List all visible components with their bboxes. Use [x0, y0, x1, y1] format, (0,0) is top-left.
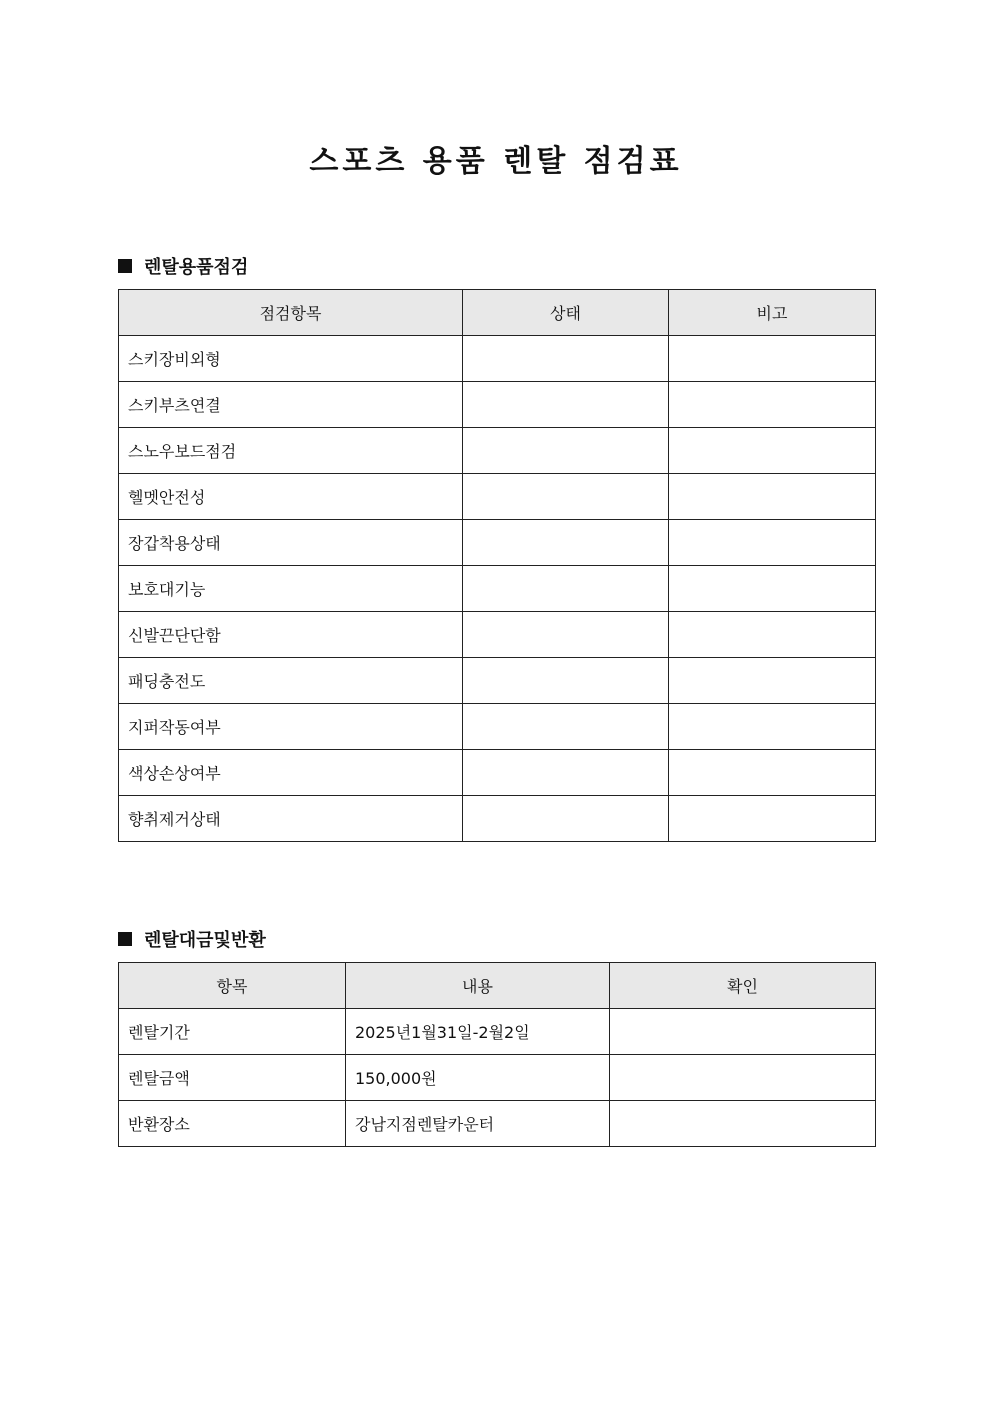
table-row [119, 750, 876, 796]
status-cell[interactable] [463, 382, 669, 428]
inspection-item-cell: 장갑착용상태 [119, 520, 463, 566]
table-row [119, 520, 876, 566]
table-row [119, 612, 876, 658]
table-row [119, 566, 876, 612]
table-row [119, 336, 876, 382]
table-row [119, 1009, 876, 1055]
column-header-check: 확인 [610, 963, 876, 1009]
page-title: 스포츠 용품 렌탈 점검표 [309, 144, 683, 179]
status-cell[interactable] [463, 658, 669, 704]
content-cell: 150,000원 [346, 1055, 610, 1101]
check-cell[interactable] [610, 1101, 876, 1147]
status-cell[interactable] [463, 704, 669, 750]
note-cell[interactable] [669, 750, 876, 796]
column-header-item: 점검항목 [119, 290, 463, 336]
rental-table [118, 962, 876, 1147]
table-header-row [119, 963, 876, 1009]
square-bullet-icon [118, 932, 132, 946]
section-heading-label: 렌탈대금및반환 [144, 930, 266, 951]
inspection-item-cell: 스노우보드점검 [119, 428, 463, 474]
column-header-status: 상태 [463, 290, 669, 336]
table-row [119, 658, 876, 704]
note-cell[interactable] [669, 474, 876, 520]
table-row [119, 1101, 876, 1147]
status-cell[interactable] [463, 750, 669, 796]
content-cell: 강남지점렌탈카운터 [346, 1101, 610, 1147]
inspection-item-cell: 향취제거상태 [119, 796, 463, 842]
note-cell[interactable] [669, 336, 876, 382]
table-row [119, 382, 876, 428]
inspection-item-cell: 신발끈단단함 [119, 612, 463, 658]
rental-item-cell: 렌탈금액 [119, 1055, 346, 1101]
status-cell[interactable] [463, 612, 669, 658]
note-cell[interactable] [669, 382, 876, 428]
note-cell[interactable] [669, 566, 876, 612]
content-cell: 2025년1월31일-2월2일 [346, 1009, 610, 1055]
note-cell[interactable] [669, 520, 876, 566]
table-row [119, 796, 876, 842]
inspection-item-cell: 스키부츠연결 [119, 382, 463, 428]
status-cell[interactable] [463, 796, 669, 842]
note-cell[interactable] [669, 796, 876, 842]
check-cell[interactable] [610, 1055, 876, 1101]
status-cell[interactable] [463, 474, 669, 520]
table-row [119, 1055, 876, 1101]
table-row [119, 428, 876, 474]
column-header-item: 항목 [119, 963, 346, 1009]
square-bullet-icon [118, 259, 132, 273]
table-row [119, 704, 876, 750]
table-header-row [119, 290, 876, 336]
note-cell[interactable] [669, 428, 876, 474]
inspection-item-cell: 헬멧안전성 [119, 474, 463, 520]
rental-item-cell: 반환장소 [119, 1101, 346, 1147]
status-cell[interactable] [463, 336, 669, 382]
table-row [119, 474, 876, 520]
inspection-item-cell: 보호대기능 [119, 566, 463, 612]
note-cell[interactable] [669, 704, 876, 750]
status-cell[interactable] [463, 520, 669, 566]
column-header-note: 비고 [669, 290, 876, 336]
inspection-item-cell: 패딩충전도 [119, 658, 463, 704]
section-heading-rental [118, 926, 266, 952]
inspection-item-cell: 지퍼작동여부 [119, 704, 463, 750]
note-cell[interactable] [669, 612, 876, 658]
inspection-item-cell: 스키장비외형 [119, 336, 463, 382]
column-header-content: 내용 [346, 963, 610, 1009]
rental-item-cell: 렌탈기간 [119, 1009, 346, 1055]
section-heading-inspection [118, 253, 248, 279]
status-cell[interactable] [463, 566, 669, 612]
check-cell[interactable] [610, 1009, 876, 1055]
section-heading-label: 렌탈용품점검 [144, 257, 249, 278]
note-cell[interactable] [669, 658, 876, 704]
inspection-item-cell: 색상손상여부 [119, 750, 463, 796]
inspection-table [118, 289, 876, 842]
status-cell[interactable] [463, 428, 669, 474]
